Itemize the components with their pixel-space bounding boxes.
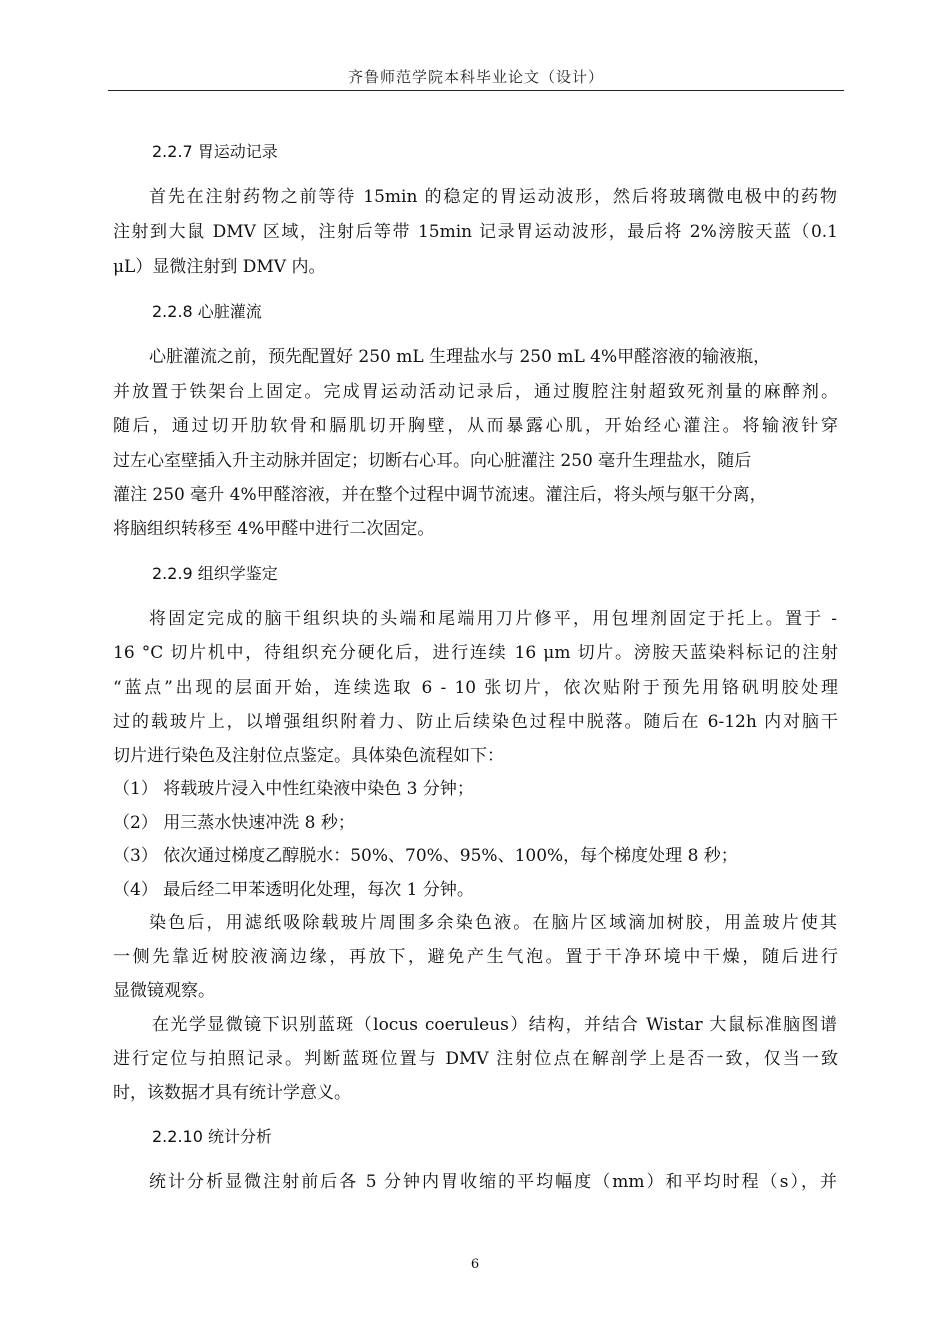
paragraph-line: 过左心室壁插入升主动脉并固定；切断右心耳。向心脏灌注 250 毫升生理盐水，随后 [113, 451, 752, 471]
list-item: （2） 用三蒸水快速冲洗 8 秒； [113, 813, 355, 833]
paragraph-line: 将脑组织转移至 4%甲醛中进行二次固定。 [113, 519, 435, 539]
section-heading-2-2-10: 2.2.10 统计分析 [152, 1127, 272, 1146]
paragraph-line: 并放置于铁架台上固定。完成胃运动活动记录后，通过腹腔注射超致死剂量的麻醉剂。 [113, 382, 838, 402]
page-header-title: 齐鲁师范学院本科毕业论文（设计） [347, 68, 604, 86]
paragraph-line: 首先在注射药物之前等待 15min 的稳定的胃运动波形，然后将玻璃微电极中的药物 [149, 187, 837, 207]
paragraph-line: 随后，通过切开肋软骨和膈肌切开胸壁，从而暴露心肌，开始经心灌注。将输液针穿 [113, 416, 838, 436]
paragraph-line: 16 °C 切片机中，待组织充分硬化后，进行连续 16 μm 切片。滂胺天蓝染料标记的注射 [113, 643, 838, 663]
list-item: （4） 最后经二甲苯透明化处理，每次 1 分钟。 [113, 880, 474, 900]
section-heading-2-2-9: 2.2.9 组织学鉴定 [152, 564, 278, 583]
list-item: （3） 依次通过梯度乙醇脱水：50%、70%、95%、100%，每个梯度处理 8 秒； [113, 846, 738, 866]
paragraph-line: 显微镜观察。 [113, 981, 215, 1001]
paragraph-line: 统计分析显微注射前后各 5 分钟内胃收缩的平均幅度（mm）和平均时程（s），并 [149, 1172, 837, 1192]
paragraph-line: 切片进行染色及注射位点鉴定。具体染色流程如下： [113, 746, 504, 766]
list-item: （1） 将载玻片浸入中性红染液中染色 3 分钟； [113, 779, 474, 799]
paragraph-line: 注射到大鼠 DMV 区域，注射后等带 15min 记录胃运动波形，最后将 2%滂胺天蓝（0.1 [113, 222, 838, 242]
paragraph-line: μL）显微注射到 DMV 内。 [113, 257, 326, 277]
paragraph-line: 心脏灌流之前，预先配置好 250 mL 生理盐水与 250 mL 4%甲醛溶液的输液瓶， [149, 347, 771, 367]
paragraph-line: 过的载玻片上，以增强组织附着力、防止后续染色过程中脱落。随后在 6-12h 内对脑干 [113, 712, 838, 732]
page-number: 6 [470, 1257, 480, 1272]
paragraph-line: 一侧先靠近树胶液滴边缘，再放下，避免产生气泡。置于干净环境中干燥，随后进行 [113, 947, 838, 967]
paragraph-line: “蓝点”出现的层面开始，连续选取 6 - 10 张切片，依次贴附于预先用铬矾明胶处理 [113, 678, 838, 698]
paragraph-line: 进行定位与拍照记录。判断蓝斑位置与 DMV 注射位点在解剖学上是否一致，仅当一致 [113, 1049, 838, 1069]
paragraph-line: 灌注 250 毫升 4%甲醛溶液，并在整个过程中调节流速。灌注后，将头颅与躯干分离， [113, 485, 767, 505]
section-heading-2-2-7: 2.2.7 胃运动记录 [152, 142, 278, 161]
paragraph-line: 时，该数据才具有统计学意义。 [113, 1083, 351, 1103]
paragraph-line: 染色后，用滤纸吸除载玻片周围多余染色液。在脑片区域滴加树胶，用盖玻片使其 [149, 913, 837, 933]
paragraph-line: 将固定完成的脑干组织块的头端和尾端用刀片修平，用包埋剂固定于托上。置于 - [149, 609, 837, 629]
paragraph-line: 在光学显微镜下识别蓝斑（locus coeruleus）结构，并结合 Wistar 大鼠标准脑图谱 [152, 1015, 837, 1035]
header-divider [108, 90, 844, 91]
section-heading-2-2-8: 2.2.8 心脏灌流 [152, 302, 262, 321]
